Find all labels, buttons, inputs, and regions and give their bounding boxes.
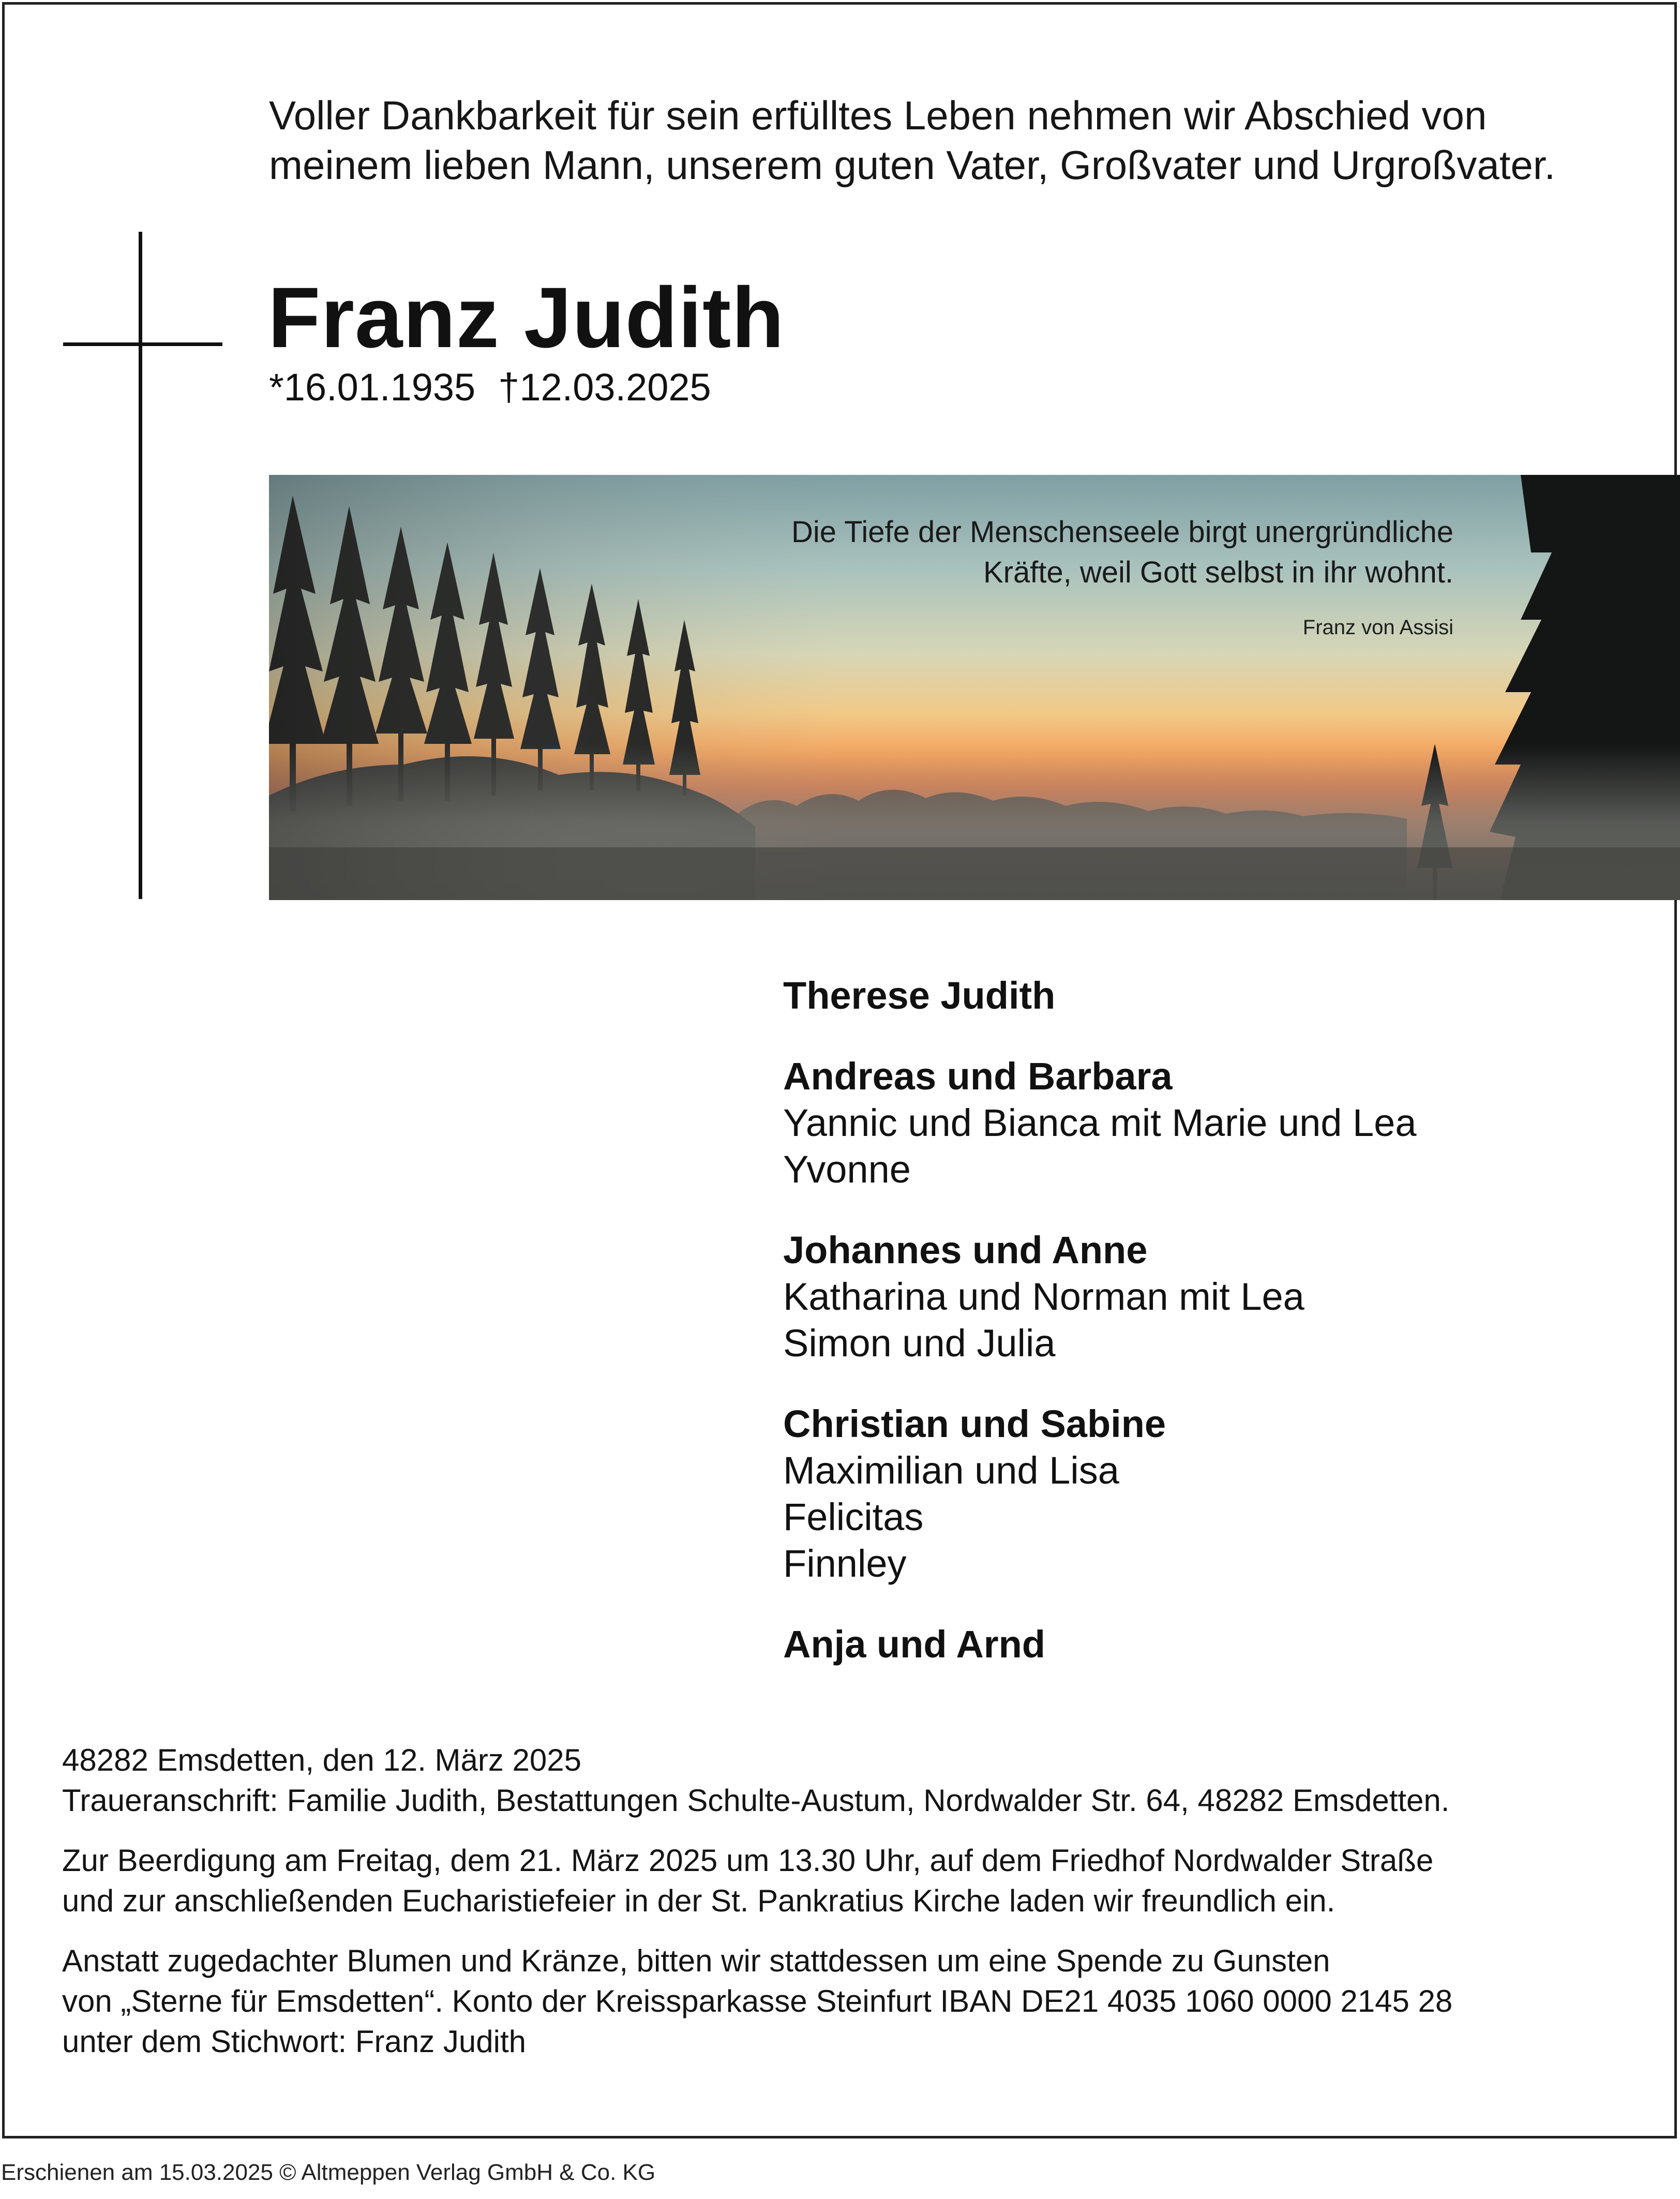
funeral-info [62,1841,1624,1921]
quote-text [791,512,1453,593]
family-group-head: Anja und Arnd [783,1623,1045,1666]
publication-note: Erschienen am 15.03.2025 © Altmeppen Verlag GmbH & Co. KG [1,2160,656,2185]
family-list [783,973,1559,1702]
funeral-line: und zur anschließenden Eucharistiefeier in der St. Pankratius Kirche laden wir freundlich ein. [62,1883,1336,1918]
quote-line: Die Tiefe der Menschenseele birgt unergründliche [791,515,1453,549]
donation-line: unter dem Stichwort: Franz Judith [62,2024,527,2059]
family-group-head: Johannes und Anne [783,1229,1148,1271]
family-group-head: Andreas und Barbara [783,1055,1173,1098]
family-member: Katharina und Norman mit Lea [783,1275,1304,1318]
intro-line: meinem lieben Mann, unserem guten Vater, Großvater und Urgroßvater. [269,142,1556,188]
birth-date: *16.01.1935 [269,366,476,409]
address-block [62,1740,1624,1821]
quote-author: Franz von Assisi [1302,616,1453,639]
intro-line: Voller Dankbarkeit für sein erfülltes Leben nehmen wir Abschied von [269,93,1487,138]
landscape-photo [269,475,1680,900]
cross-icon-bar [63,342,222,346]
life-dates [269,364,711,411]
family-member: Simon und Julia [783,1322,1056,1365]
death-date: †12.03.2025 [498,366,711,409]
family-group [783,1401,1559,1587]
family-group-head: Therese Judith [783,974,1056,1017]
family-member: Felicitas [783,1495,924,1538]
cross-icon [139,232,142,899]
family-member: Finnley [783,1542,907,1585]
family-group [783,1053,1559,1193]
family-member: Yvonne [783,1148,911,1191]
deceased-name: Franz Judith [268,270,785,366]
donation-line: von „Sterne für Emsdetten“. Konto der Kreissparkasse Steinfurt IBAN DE21 4035 1060 0000 2145 28 [62,1984,1453,2018]
place-date: 48282 Emsdetten, den 12. März 2025 [62,1743,582,1777]
notice-footer [62,1740,1624,2082]
family-member: Yannic und Bianca mit Marie und Lea [783,1101,1417,1144]
mourning-address: Traueranschrift: Familie Judith, Bestattungen Schulte-Austum, Nordwalder Str. 64, 48282 Emsdetten. [62,1783,1450,1818]
funeral-line: Zur Beerdigung am Freitag, dem 21. März 2025 um 13.30 Uhr, auf dem Friedhof Nordwalder Straße [62,1843,1434,1878]
family-member: Maximilian und Lisa [783,1449,1119,1492]
family-group [783,1621,1559,1668]
family-group [783,1227,1559,1367]
donation-info [62,1941,1624,2062]
family-group-head: Christian und Sabine [783,1402,1166,1445]
family-group [783,973,1559,1019]
intro-text [269,91,1640,190]
quote-line: Kräfte, weil Gott selbst in ihr wohnt. [983,556,1453,589]
donation-line: Anstatt zugedachter Blumen und Kränze, bitten wir stattdessen um eine Spende zu Gunsten [62,1943,1330,1978]
